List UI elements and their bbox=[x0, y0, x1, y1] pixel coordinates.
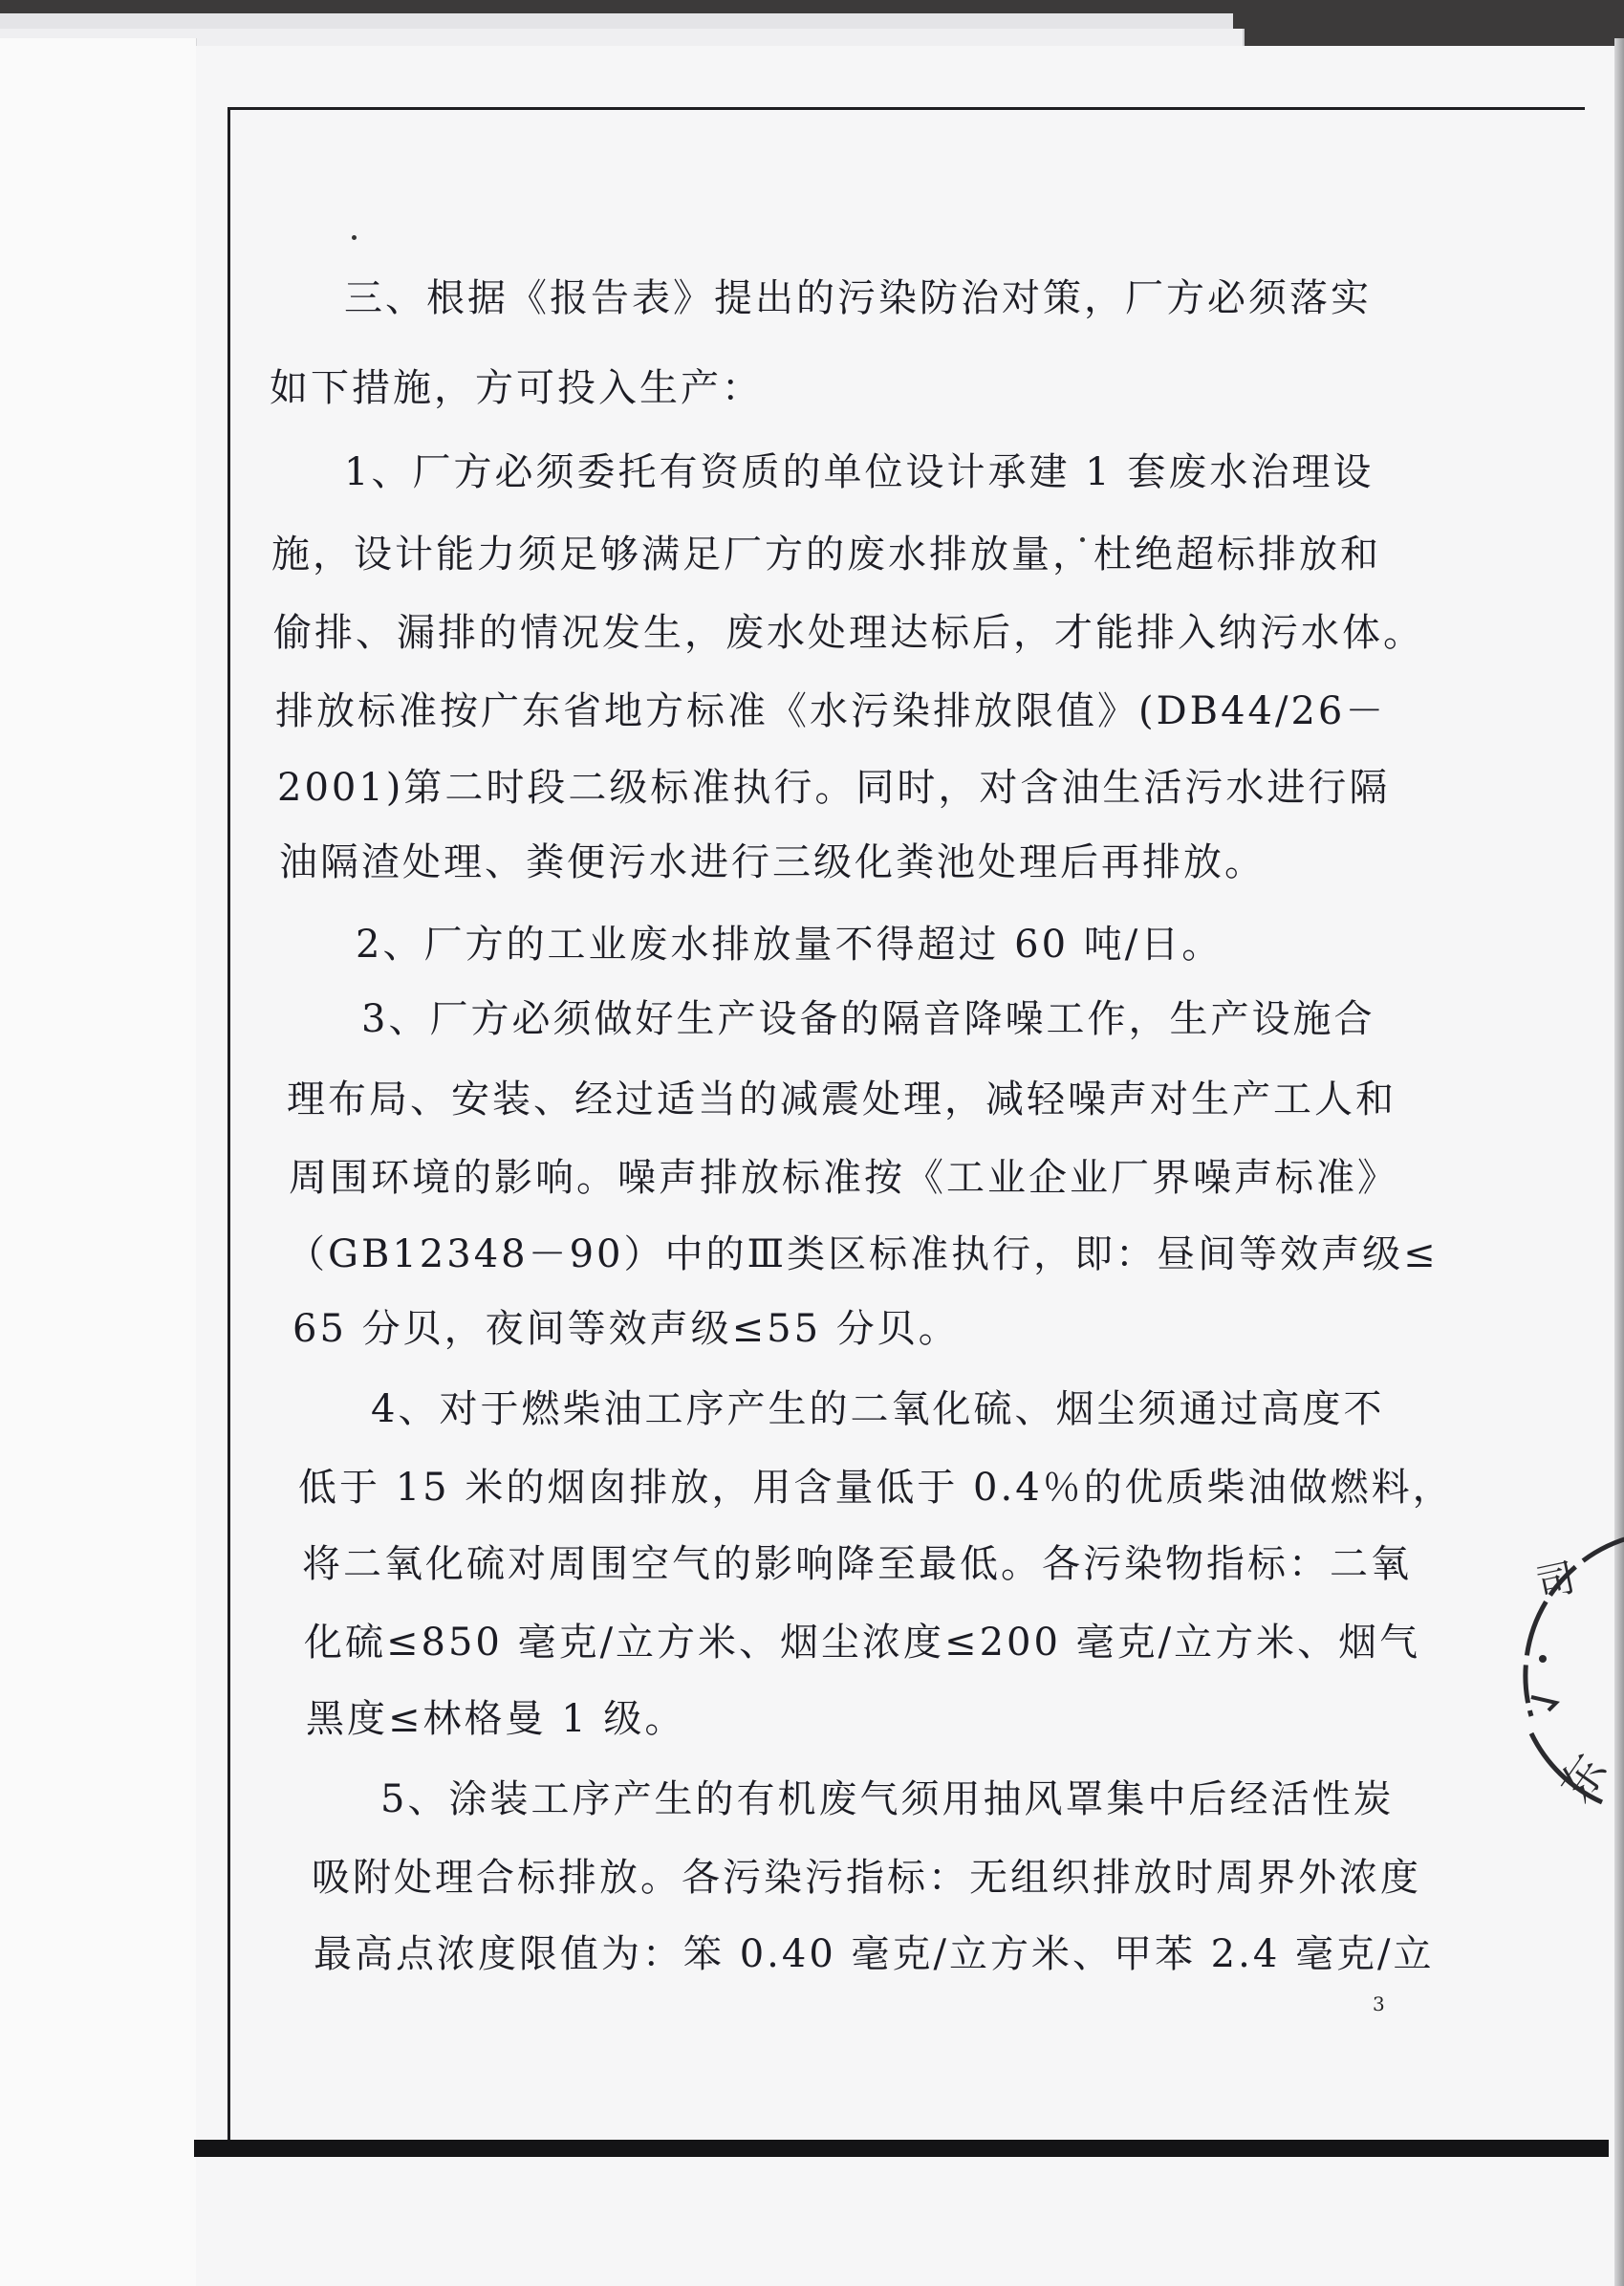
page-edge-shadow bbox=[1614, 38, 1624, 2286]
text-line: 三、根据《报告表》提出的污染防治对策，厂方必须落实 bbox=[344, 276, 1372, 320]
text-line: 如下措施，方可投入生产： bbox=[270, 366, 763, 410]
frame-left-rule bbox=[227, 107, 230, 2144]
text-line: 低于 15 米的烟囱排放，用含量低于 0.4％的优质柴油做燃料， bbox=[298, 1466, 1454, 1510]
text-line: 65 分贝，夜间等效声级≤55 分贝。 bbox=[292, 1307, 960, 1351]
text-line: 最高点浓度限值为：笨 0.40 毫克/立方米、甲苯 2.4 毫克/立 bbox=[314, 1932, 1435, 1976]
scan-speck bbox=[352, 235, 357, 240]
seal-dot bbox=[1539, 1655, 1547, 1663]
seal-star-fragment bbox=[1531, 1697, 1556, 1710]
text-line: 偷排、漏排的情况发生，废水处理达标后，才能排入纳污水体。 bbox=[273, 611, 1424, 655]
seal-char: 司 bbox=[1532, 1556, 1580, 1607]
text-line: 理布局、安装、经过适当的减震处理，减轻噪声对生产工人和 bbox=[287, 1078, 1397, 1121]
text-line: 4、对于燃柴油工序产生的二氧化硫、烟尘须通过高度不 bbox=[371, 1387, 1385, 1431]
frame-bottom-rule bbox=[194, 2140, 1609, 2157]
frame-top-rule bbox=[227, 107, 1585, 110]
text-line: 将二氧化硫对周围空气的影响降至最低。各污染物指标：二氧 bbox=[302, 1542, 1412, 1586]
text-line: 5、涂装工序产生的有机废气须用抽风罩集中后经活性炭 bbox=[380, 1777, 1395, 1821]
text-line: 吸附处理合标排放。各污染污指标：无组织排放时周界外浓度 bbox=[312, 1856, 1421, 1900]
seal-char: 东 bbox=[1548, 1745, 1617, 1811]
text-line: 黑度≤林格曼 1 级。 bbox=[306, 1697, 686, 1741]
text-line: 排放标准按广东省地方标准《水污染排放限值》(DB44/26－ bbox=[275, 689, 1387, 733]
text-line: 2001)第二时段二级标准执行。同时，对含油生活污水进行隔 bbox=[277, 766, 1391, 810]
text-line: 1、厂方必须委托有资质的单位设计承建 1 套废水治理设 bbox=[344, 450, 1375, 494]
text-line: 化硫≤850 毫克/立方米、烟尘浓度≤200 毫克/立方米、烟气 bbox=[304, 1621, 1421, 1665]
text-line: （GB12348－90）中的Ⅲ类区标准执行，即：昼间等效声级≤ bbox=[287, 1232, 1439, 1276]
text-line: 施，设计能力须足够满足厂方的废水排放量，杜绝超标排放和 bbox=[271, 533, 1381, 577]
text-line: 3、厂方必须做好生产设备的隔音降噪工作，生产设施合 bbox=[361, 997, 1375, 1041]
text-line: 周围环境的影响。噪声排放标准按《工业企业厂界噪声标准》 bbox=[289, 1156, 1398, 1200]
text-line: 2、厂方的工业废水排放量不得超过 60 吨/日。 bbox=[356, 923, 1223, 967]
partial-seal-stamp bbox=[1520, 1515, 1624, 1831]
left-page-strip bbox=[0, 38, 197, 2286]
text-line: 油隔渣处理、粪便污水进行三级化粪池处理后再排放。 bbox=[279, 840, 1266, 884]
page-number: 3 bbox=[1373, 1992, 1385, 2015]
